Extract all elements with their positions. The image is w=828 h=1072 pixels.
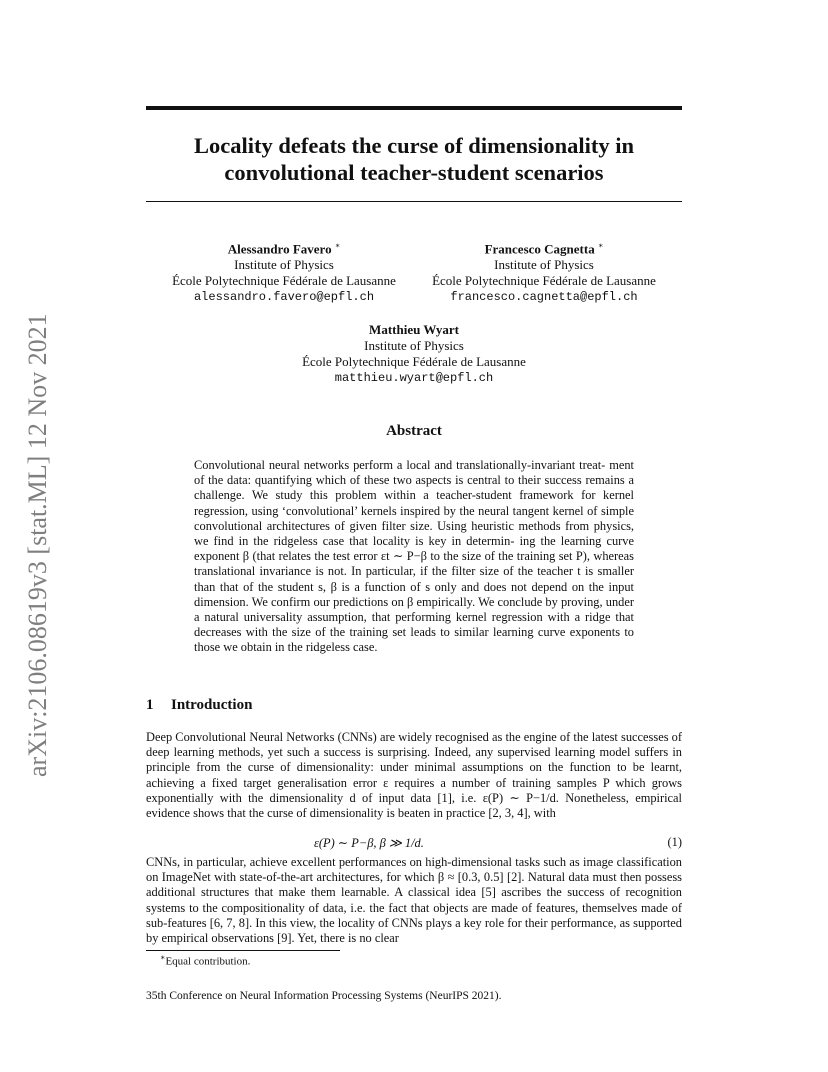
equal-contribution-mark: ∗ [334,241,341,250]
text-line: methods from physics, we find in the ridgeless case that locality is key in determin- [194,518,635,549]
text-line: the success of recognition systems to the compositionality of data, i.e. the fact that objects are made [146,885,682,915]
text-line: Nonetheless, empirical evidence shows that the curse of dimensionality is beaten in practice [2, 3, 4], [146,790,682,821]
text-line: remains a challenge. We study this problem within a teacher-student framework [194,473,634,503]
text-line: data must then possess additional structures that make them learnable. A classical idea [5] ascribes [146,870,682,900]
author-email[interactable]: alessandro.favero@epfl.ch [193,290,375,305]
section-number: 1 [146,697,154,713]
intro-paragraph-1 [146,730,682,821]
footnote-mark: ∗ [160,953,166,962]
text-line: samples P which grows exponentially with the dimensionality d of input data [1], i.e. ε(P) ∼ P−1/d. [146,775,682,805]
text-line: function to be learnt, achieving a fixed target generalisation error ε requires a number of training [146,760,682,790]
abstract-heading: Abstract [386,423,442,439]
footnote [160,953,250,968]
text-line: kernel of simple convolutional architectures of given filter size. Using heuristic [194,503,634,533]
text-line: for kernel regression, using ‘convolutional’ kernels inspired by the neural tangent [194,488,634,518]
text-line: Deep Convolutional Neural Networks (CNNs) are widely recognised as the engine of the latest [146,730,618,744]
author-institution: École Polytechnique Fédérale de Lausanne [302,354,526,369]
equal-contribution-mark: ∗ [597,241,604,250]
text-line: key role for their performance, as supported by empirical observations [9]. Yet, there is no clear [146,915,682,946]
abstract-text [194,458,634,656]
text-line: ment of the data: quantifying which of these two aspects is central to their success [194,458,634,488]
text-line: Convolutional neural networks perform a local and translationally-invariant treat- [194,458,606,472]
author-email[interactable]: francesco.cagnetta@epfl.ch [450,290,638,305]
text-line: with [533,806,556,821]
author-block-cagnetta [394,238,694,305]
title-bottom-rule [146,201,682,202]
text-line: of the training set P), whereas translational invariance is not. In particular, if the [194,549,634,579]
text-line: ing the learning curve exponent β (that relates the test error εt ∼ P−β to the size [194,534,634,564]
conference-footer: 35th Conference on Neural Information Processing Systems (NeurIPS 2021). [146,990,502,1002]
text-line: training set leads to similar learning curve exponents to those we obtain in the [194,625,634,655]
author-affiliation: Institute of Physics [494,257,594,273]
text-line: β empirically. We conclude by proving, under a natural universality assumption, [194,594,634,625]
text-line: that performing kernel regression with a ridge that decreases with the size of the [194,610,634,640]
text-line: ridgeless case. [305,640,378,655]
author-institution: École Polytechnique Fédérale de Lausanne [172,273,396,289]
title-top-rule [146,106,682,110]
arxiv-identifier-stamp [16,267,56,777]
text-line: classification on ImageNet with state-of-the-art architectures, for which β ≈ [0.3, 0.5] [2]. Natural [146,855,682,885]
author-affiliation: Institute of Physics [234,257,334,273]
equation-body: ε(P) ∼ P−β, β ≫ 1/d. [314,836,424,850]
author-name: Matthieu Wyart [369,322,459,337]
author-name: Alessandro Favero [227,241,332,257]
section-title: Introduction [171,697,253,713]
author-institution: École Polytechnique Fédérale de Lausanne [432,273,656,289]
text-line: CNNs, in particular, achieve excellent performances on high-dimensional tasks such as image [146,855,614,869]
paper-title-line-1: Locality defeats the curse of dimensionality in [194,133,634,158]
text-line: filter size of the teacher t is smaller than that of the student s, β is a function of s [194,564,634,594]
arxiv-id-text: arXiv:2106.08619v3 [stat.ML] 12 Nov 2021 [23,313,52,777]
author-affiliation: Institute of Physics [364,338,464,353]
author-name: Francesco Cagnetta [484,241,595,257]
author-email[interactable]: matthieu.wyart@epfl.ch [334,371,494,385]
text-line: successes of deep learning methods, yet such a success is surprising. Indeed, any supervised learning [146,730,682,760]
text-line: of features, themselves made of sub-features [6, 7, 8]. In this view, the locality of CNNs plays a [146,900,682,930]
text-line: only and does not depend on the input dimension. We confirm our predictions on [194,579,634,609]
intro-paragraph-2 [146,855,682,946]
equation-number: (1) [667,835,682,849]
footnote-text: Equal contribution. [165,955,251,968]
footnote-rule [146,950,340,951]
author-block-favero [134,238,434,305]
author-block-wyart [264,322,564,386]
paper-title-line-2: convolutional teacher-student scenarios [224,160,604,185]
text-line: model suffers in principle from the curse of dimensionality: under minimal assumptions on the [146,745,682,775]
